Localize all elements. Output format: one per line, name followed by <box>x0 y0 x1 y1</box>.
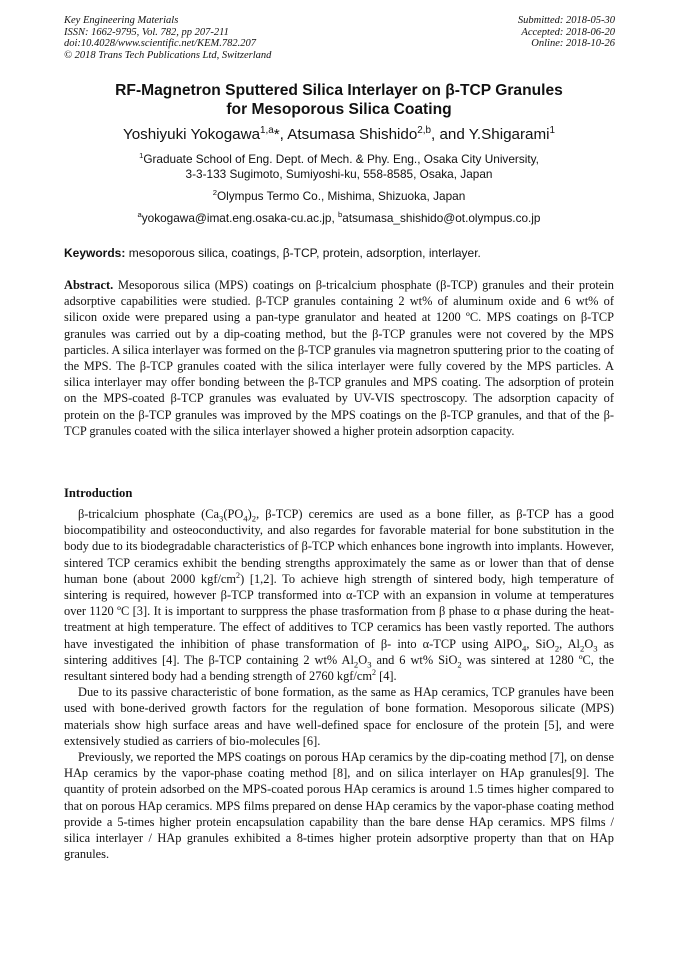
abstract <box>64 277 614 439</box>
journal-copyright: © 2018 Trans Tech Publications Ltd, Switzerland <box>64 49 272 61</box>
author-name: Yoshiyuki Yokogawa <box>122 126 261 143</box>
text-run: [4]. <box>376 669 397 684</box>
title-line-1: RF-Magnetron Sputtered Silica Interlayer on β-TCP Granules <box>115 82 563 99</box>
text-run: ) <box>247 507 252 521</box>
author-separator: , and <box>431 126 469 143</box>
journal-name: Key Engineering Materials <box>64 15 179 26</box>
author-affil-mark: 2,b <box>417 124 432 136</box>
author-affil-mark: 1 <box>549 124 556 136</box>
paper-title <box>40 81 638 119</box>
text-run: was sintered at 1280 ºC, the resultant sintered body had a bending strength of 2760 kgf/cm <box>64 652 614 684</box>
text-run: , Al <box>559 636 581 651</box>
submitted-date: Submitted: 2018-05-30 <box>517 15 615 26</box>
email-b: atsumasa_shishido@ot.olympus.co.jp <box>342 211 541 225</box>
subscript: 4 <box>243 513 248 524</box>
section-heading-introduction: Introduction <box>64 486 133 500</box>
abstract-label: Abstract. <box>64 278 114 292</box>
keywords <box>64 245 624 261</box>
subscript: 2 <box>353 659 359 670</box>
text-run: , β-TCP) ceremics are used as a bone filler, as β-TCP has a good biocompatibility and osteoconductivity, and also regardes for favorable material for bone substitution in the body due to its biodegradable characteristics of β-TCP which enhances bone ingrowth into implants. However, sintered TCP ceramics exhibit the bending strengths approximately the same as or lower than that of dense human bone (about 2000 kgf/cm <box>64 507 614 586</box>
author-separator: *, <box>273 126 288 143</box>
subscript: 3 <box>218 513 224 524</box>
subscript: 2 <box>251 513 257 524</box>
affil-mark: 2 <box>212 188 217 198</box>
intro-paragraph-1 <box>64 506 614 684</box>
intro-paragraph-3: Previously, we reported the MPS coatings on porous HAp ceramics by the dip-coating method [7], on dense HAp ceramics by the vapor-phase coating method [8], and on silica interlayer on HAp granules[9]. The quantity of protein adsorbed on the MPS-coated porous HAp ceramics is around 1.5 times higher compared to that on porous HAp ceramics. MPS films prepared on dense HAp ceramics by the vapor-phase coating method provide a 5-times higher protein encapsulation capability than the bare dense HAp ceramics. MPS films / silica interlayer / HAp granules exhibited a 8-times higher protein adsorptive property than that on HAp granules. <box>64 750 614 862</box>
introduction-body <box>64 506 614 862</box>
journal-doi: doi:10.4028/www.scientific.net/KEM.782.207 <box>64 38 256 50</box>
text-run: as sintering additives [4]. The β-TCP containing 2 wt% Al <box>64 636 615 667</box>
email-mark-b: b <box>338 210 343 220</box>
affil-1-line-2: 3-3-133 Sugimoto, Sumiyoshi-ku, 558-8585, Osaka, Japan <box>185 167 493 181</box>
publication-dates <box>518 15 615 50</box>
text-run: β-tricalcium phosphate (Ca <box>78 507 219 521</box>
subscript: 2 <box>554 643 560 654</box>
author-affil-mark: 1,a <box>260 124 274 136</box>
text-run: and 6 wt% SiO <box>371 652 458 667</box>
email-mark-a: a <box>137 210 142 220</box>
subscript: 2 <box>457 659 462 670</box>
abstract-text: Mesoporous silica (MPS) coatings on β-tricalcium phosphate (β-TCP) granules and their protein adsorptive capabilities were studied. β-TCP granules containing 2 wt% of aluminum oxide and 6 wt% of silicon oxide were prepared using a pan-type granulator and heated at 1200 ºC. MPS coatings on β-TCP granules was carried out by a dip-coating method, but the β-TCP granules were not covered by the MPS particles. A silica interlayer was formed on the β-TCP granules via magnetron sputtering prior to the coating of the MPS. The β-TCP granules coated with the silica interlayer were fully covered by the MPS particles. A silica interlayer may offer bonding between the β-TCP granules and MPS coating. The adsorption of protein on the MPS-coated β-TCP granules was evaluated by UV-VIS spectroscopy. The adsorption capacity of protein on the β-TCP granules was improved by the MPS coatings on the β-TCP granules, and that of the β-TCP granules coated with the silica interlayer showed a higher protein adsorption capacity. <box>64 278 614 438</box>
text-run: ) [1,2]. To achieve high strength of sintered body, high temperature of sintering is required, however β-TCP transformed into α-TCP with an expansion in volume at temperatures over 1120 ºC [3]. It is important to surppress the phase trasformation from β phase to α phase during the heat-treatment at high temperature. The effect of additives to TCP ceramics has been vastly reported. The authors have investigated the inhibition of phase transformation of β- into α-TCP using AlPO <box>64 571 614 651</box>
affil-1-line-1: Graduate School of Eng. Dept. of Mech. & Phy. Eng., Osaka City University, <box>143 152 539 166</box>
text-run: O <box>584 636 594 651</box>
affil-2-text: Olympus Termo Co., Mishima, Shizuoka, Japan <box>216 189 466 203</box>
email-a: yokogawa@imat.eng.osaka-cu.ac.jp, <box>141 211 339 225</box>
journal-issn: ISSN: 1662-9795, Vol. 782, pp 207-211 <box>64 26 229 38</box>
affiliation-1 <box>40 152 638 182</box>
text-run: O <box>358 652 368 667</box>
online-date: Online: 2018-10-26 <box>531 38 615 50</box>
keywords-text: mesoporous silica, coatings, β-TCP, protein, adsorption, interlayer. <box>125 246 481 260</box>
author-emails <box>40 211 638 226</box>
journal-info <box>64 15 271 61</box>
subscript: 4 <box>522 643 527 654</box>
subscript: 3 <box>593 643 598 654</box>
author-name: Atsumasa Shishido <box>287 126 418 143</box>
author-list <box>40 126 638 144</box>
text-run: (PO <box>223 507 244 521</box>
subscript: 3 <box>367 659 372 670</box>
intro-paragraph-2: Due to its passive characteristic of bone formation, as the same as HAp ceramics, TCP granules have been used with bone-derived growth factors for the regulation of bone formation. Mesoporous silicate (MPS) materials show high surface areas and have well-defined space for enclosure of the protein [5], and were extensively studied as carriers of bio-molecules [6]. <box>64 685 614 748</box>
affiliation-2 <box>40 189 638 204</box>
affil-mark: 1 <box>139 151 144 161</box>
superscript: 2 <box>371 667 377 677</box>
superscript: 2 <box>236 570 241 580</box>
text-run: , SiO <box>526 636 555 651</box>
title-line-2: for Mesoporous Silica Coating <box>226 101 452 118</box>
author-name: Y.Shigarami <box>468 126 550 143</box>
subscript: 2 <box>580 643 585 654</box>
keywords-label: Keywords: <box>64 246 126 260</box>
accepted-date: Accepted: 2018-06-20 <box>521 26 615 38</box>
